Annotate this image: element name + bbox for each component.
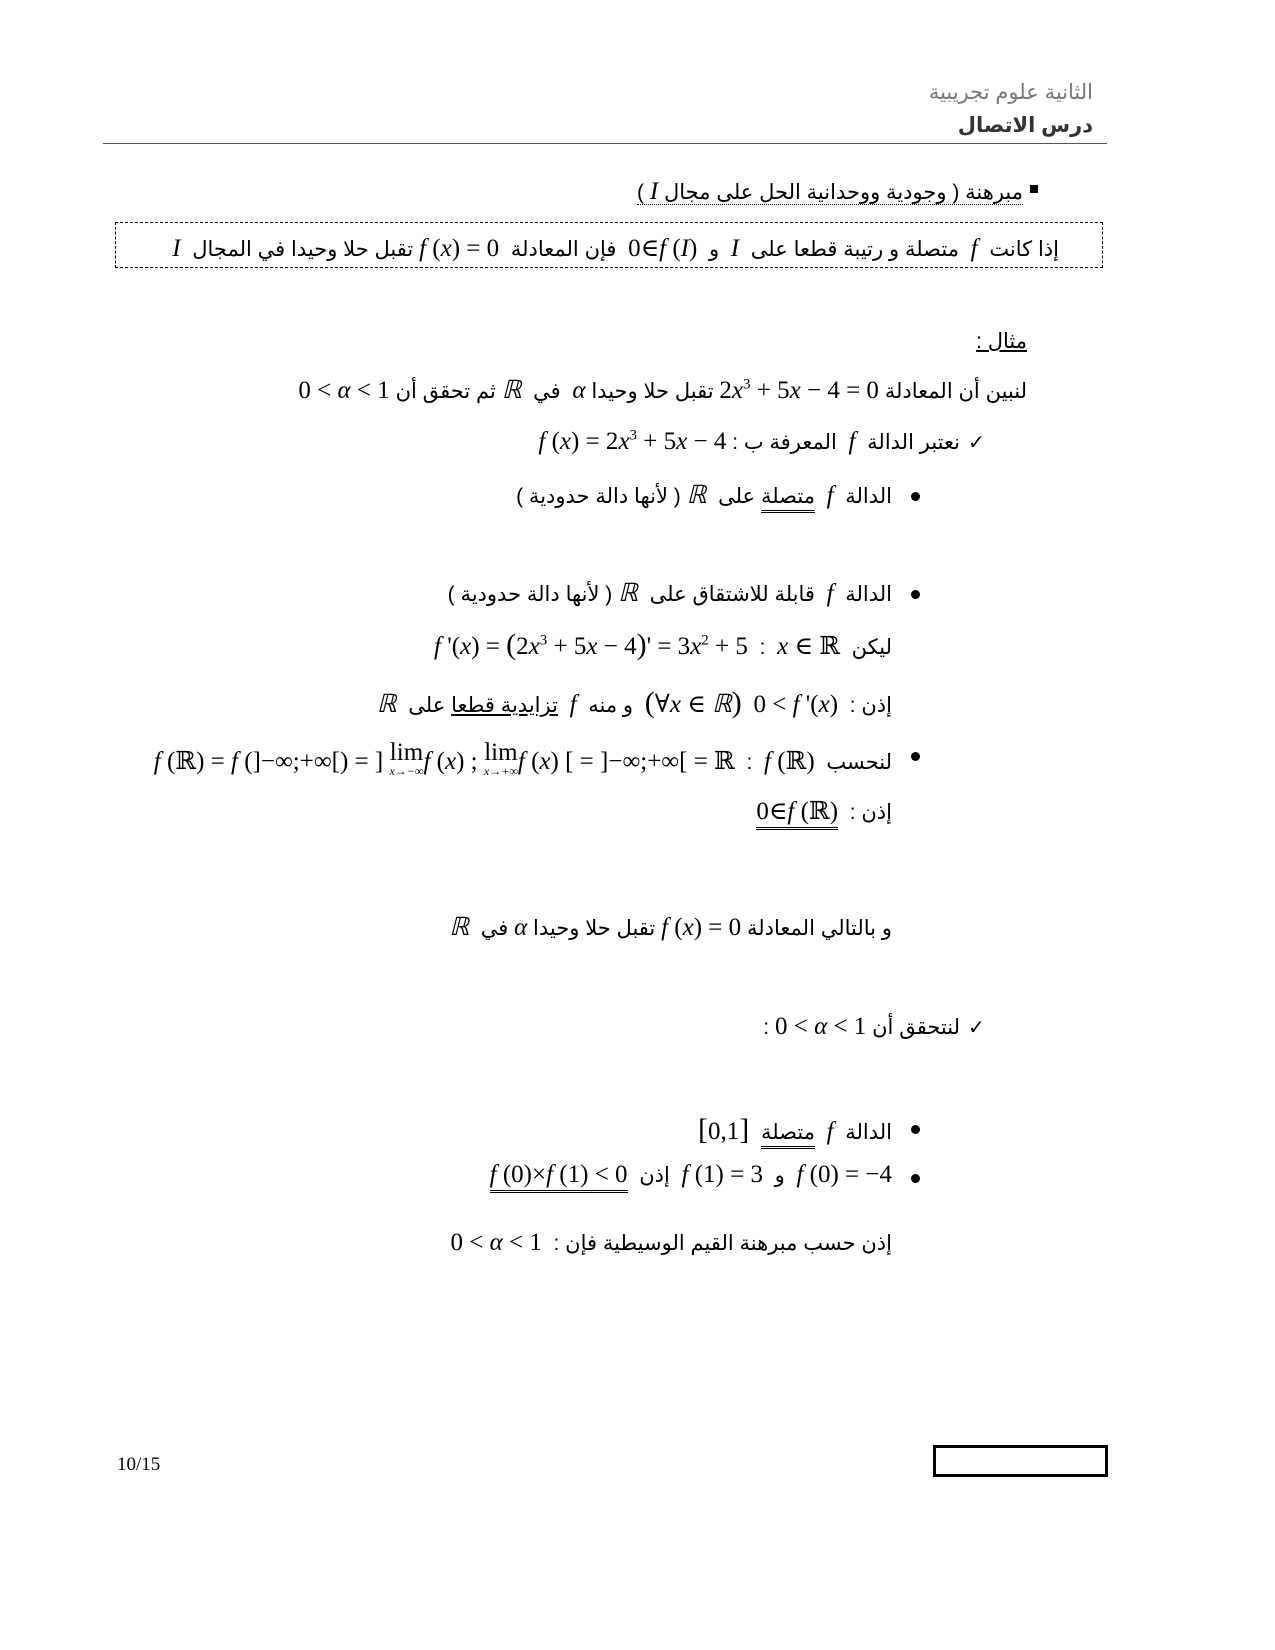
theorem-box [115,222,1103,268]
check-icon-2: ✓ [968,1017,985,1039]
page-number: 10/15 [117,1454,161,1475]
zero-in-image: إذن : 0∈f (ℝ) [756,796,892,826]
verify-heading: لنتحقق أن 0 < α < 1 : [763,1013,960,1040]
function-values: f (0) = −4 و f (1) = 3 إذن f (0)×f (1) < 0 [490,1161,892,1189]
bullet-dot [911,590,920,599]
bullet-dot [911,1174,920,1183]
example-heading: مثال : [976,330,1027,353]
lesson-title: درس الاتصال [957,114,1093,137]
theorem-square-bullet [1030,185,1038,193]
increasing-line: إذن : 0 < f '(x) (∀x ∈ ℝ) و منه f تزايدية قطعا على ℝ [376,686,892,719]
header-divider [103,143,1107,144]
theorem-statement: إذا كانت f متصلة و رتيبة قطعا على I و 0∈f (I) فإن المعادلة f (x) = 0 تقبل حلا وحيدا في المجال I [172,235,1059,262]
bullet-dot [911,1125,920,1134]
check-icon-1: ✓ [968,432,985,454]
continuous-on-interval: الدالة f متصلة [0,1] [698,1113,892,1147]
continuous-on-R: الدالة f متصلة على ℝ ( لأنها دالة حدودية ) [516,480,892,510]
ivt-conclusion: إذن حسب مبرهنة القيم الوسيطية فإن : 0 < α < 1 [450,1229,892,1256]
limit-subscript-right: x→+∞ [483,764,518,778]
image-calculation: لنحسب f (ℝ) : f (ℝ) = f (]−∞;+∞[) = ] lim x→−∞ f (x) ; lim x→+∞ f (x) [ = ]−∞;+∞[ = ℝ [153,739,892,778]
class-name: الثانية علوم تجريبية [928,81,1093,104]
bullet-dot [911,492,920,501]
bullet-dot [911,752,920,761]
footer-box [933,1445,1108,1477]
example-problem: لنبين أن المعادلة $2x^3 + 5x - 4 = 0$ تقبل حلا وحيدا α في ℝ ثم تحقق أن 0 < α < 1 [298,376,1027,404]
unique-solution-conclusion: و بالتالي المعادلة f (x) = 0 تقبل حلا وحيدا α في ℝ [449,914,892,941]
differentiable-on-R: الدالة f قابلة للاشتقاق على ℝ ( لأنها دالة حدودية ) [447,580,892,607]
theorem-title: مبرهنة ( وجودية ووحدانية الحل على مجال I ) [637,178,1023,205]
limit-subscript-left: x→−∞ [389,764,424,778]
derivative-line: ليكن x ∈ ℝ : f '$(x) = (2x^3 + 5x - 4)' = 3x^2 + 5$ [434,628,892,661]
consider-function: نعتبر الدالة f المعرفة ب : f $(x) = 2x^3 + 5x - 4$ [538,427,960,455]
